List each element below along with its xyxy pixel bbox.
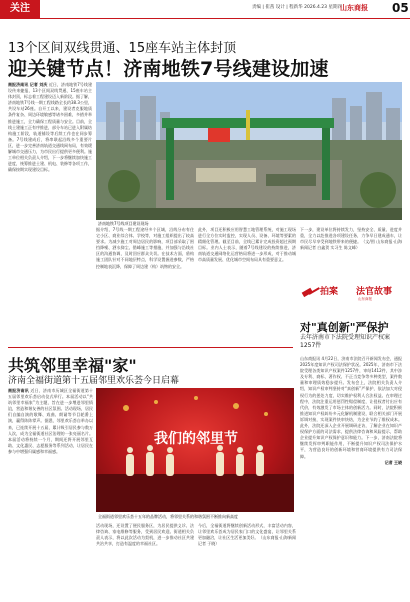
brand-name: 山东商报: [340, 3, 368, 12]
story2-headline: 共筑邻里幸福"家": [8, 356, 137, 375]
stage-banner: 我们的邻里节: [154, 431, 238, 447]
stage-performance-image: [96, 388, 294, 512]
story1-column-a: [8, 82, 92, 340]
fazhi-headline: 对"真创新"严保护: [300, 321, 389, 334]
story1-caption: 济南地铁7号线项目建设现场: [98, 221, 149, 226]
story1-column-d: 下一步，建设单位将持续发力，坚持安全、质量、进度并重，全力以赴推进各项建设任务，力争早日建成通车，让市民尽早享受到地铁带来的便捷。（文/图 山东商报·山海新闻记者 白鑫贺 实习生 陈文峰）: [300, 227, 402, 251]
metro-construction-image: [96, 82, 402, 220]
story2-column-e: [8, 388, 93, 596]
story1-headline: 迎关键节点！济南地铁7号线建设加速: [8, 58, 329, 80]
story2-photo: [96, 388, 294, 512]
fazhi-article-text: 山东商报讯 4月22日，济南市法院召开新闻发布会，通报2025年度知识产权司法保护状况。2025年，济南市下法院受理各类知识产权案件1257件，审结1412件，其中涉及专利、商标、著作权、不正当竞争等多种类型，案件数量和审理质效稳步提升。发布会上，法院相关负责人介绍，知识产权审判坚持对“真创新”严保护，依法加大对侵权行为的惩处力度，切实维护权利人合法权益。在审理过程中，法院注重运用惩罚性赔偿制度，让侵权者付出应有代价，有效激发了市场主体的创新活力。同时，法院积极推进知识产权纠纷多元化解机制建设，联合相关部门开展诉调对接，实现案件快审快结，为企业节约了维权成本。此外，法院还深入企业开展调研走访，了解企业在知识产权保护方面的司法需求，提供法律咨询和风险提示，帮助企业提升知识产权保护意识和能力。下一步，济南法院将继续发挥审判职能作用，不断提升知识产权司法保护水平，为营造良好的创新环境和营商环境提供有力司法保障。: [300, 356, 402, 459]
story2-text-e: 近日，济南市历城区全福街道第十五届邻里欢乐荟启动仪式举行。本届活动以“共筑邻里幸福家”为主题，旨在进一步增进邻里情谊，营造和谐友善的社区氛围。活动现场，居民们自编自演的歌舞、戏曲、朗诵等节目轮番上演，赢得阵阵掌声。据悉，邻里欢乐荟自举办以来，已连续开展十五届，累计吸引居民参与数万人次，成为全福街道社区治理的一张亮丽名片。本届活动将持续一个月，期间还将开展邻里互助、文化惠民、志愿服务等系列活动，让居民在参与中增强归属感和幸福感。: [8, 388, 93, 454]
fazhi-subheadline: 去年济南市下法院受理知识产权案1257件: [300, 334, 391, 349]
fazhi-article-byline: 记者 王晓: [384, 459, 402, 465]
story1-column-b: 据介绍，7号线一期工程途经多个区域，沿线分布有住宅小区、商业综合体、学校等，对施工组织提出了较高要求。为减少施工对周边居民的影响，项目部采取了围挡降噪、洒水抑尘、错峰施工等措施，并加强与沿线社区的沟通协调，及时回应群众关切。在技术方面，盾构施工团队针对不同地层特点，科学设置掘进参数，严格控制地表沉降，保障了周边建（构）筑物的安全。: [96, 227, 194, 269]
column-logo-prefix: 拍案: [320, 287, 339, 297]
story1-byline: 商报济南讯 记者 刘庆: [8, 82, 48, 87]
column-logo: 法官故事: [356, 287, 393, 297]
story1-photo: [96, 82, 402, 220]
fazhi-article-column: [300, 356, 402, 596]
story2-subheadline: 济南全福街道第十五届邻里欢乐荟今日启幕: [8, 376, 180, 386]
column-logo-sub: 山东商报: [358, 297, 372, 301]
story2-column-f: 活动现场，还设置了便民服务区，为居民提供义诊、法律咨询、家电维修等服务，受到居民欢迎。街道相关负责人表示，将以此次活动为契机，进一步推动社区共建共治共享，打造有温度的幸福社区。: [96, 523, 194, 547]
page-header: [0, 0, 410, 18]
page-number: 05: [392, 1, 409, 15]
section-tag: 关注: [0, 0, 40, 18]
story2-caption: 全福街道邻里欢乐荟十五年的品牌活动，将邻里关系的和谐氛围不断推向新高度: [98, 514, 238, 519]
story1-kicker: 13个区间双线贯通、15座车站主体封顶: [8, 41, 237, 56]
story2-column-g: 今后，全福街道将继续创新活动形式，丰富活动内容，让邻里欢乐荟成为居民家门口的文化盛宴，让邻里关系更加融洽，让社区生活更加美好。（山东商报·山海新闻记者 于晓）: [198, 523, 296, 547]
story2-byline: 商报济南讯: [8, 388, 29, 393]
story1-text-a: 近日，济南地铁7号线建设传来捷报，13个区间双线贯通、15座车站主体封顶，标志着工程建设迈入新阶段。据了解，济南地铁7号线一期工程线路全长约38.3公里，共设车站26座。自开工以来，建设者克服地质条件复杂、周边环境敏感等诸多困难，多措并举推进施工，全力确保工程质量与安全。目前，全线土建施工正有序推进，部分车站已进入附属结构施工阶段，轨道铺设等后续工作也在同步筹备。7号线建成后，将串联起沿线多个重要片区，进一步完善济南轨道交通线网布局，有效缓解城市交通压力，为市民出行提供更多便利。施工单位相关负责人介绍，下一步将继续加快施工进度，统筹推进土建、机电、装修等各项工作，确保按期实现建设目标。: [8, 82, 92, 173]
header-rule: [0, 18, 410, 19]
page-meta: 责编 | 崔茜 设计 | 程新华 2026.4.23 星期四: [252, 5, 342, 10]
section-divider: [8, 347, 293, 348]
story1-column-c: 此外，项目还积极应用智慧工地管理系统，对施工现场进行全方位实时监控，实现人员、设备、环境等要素的精细化管理。截至目前，全线已累计完成投资超过预期目标。业内人士表示，随着7号线建设的持续推进，济南轨道交通网络化运营格局将进一步形成，对于推动城市高质量发展、优化城市空间布局具有重要意义。: [198, 227, 296, 263]
